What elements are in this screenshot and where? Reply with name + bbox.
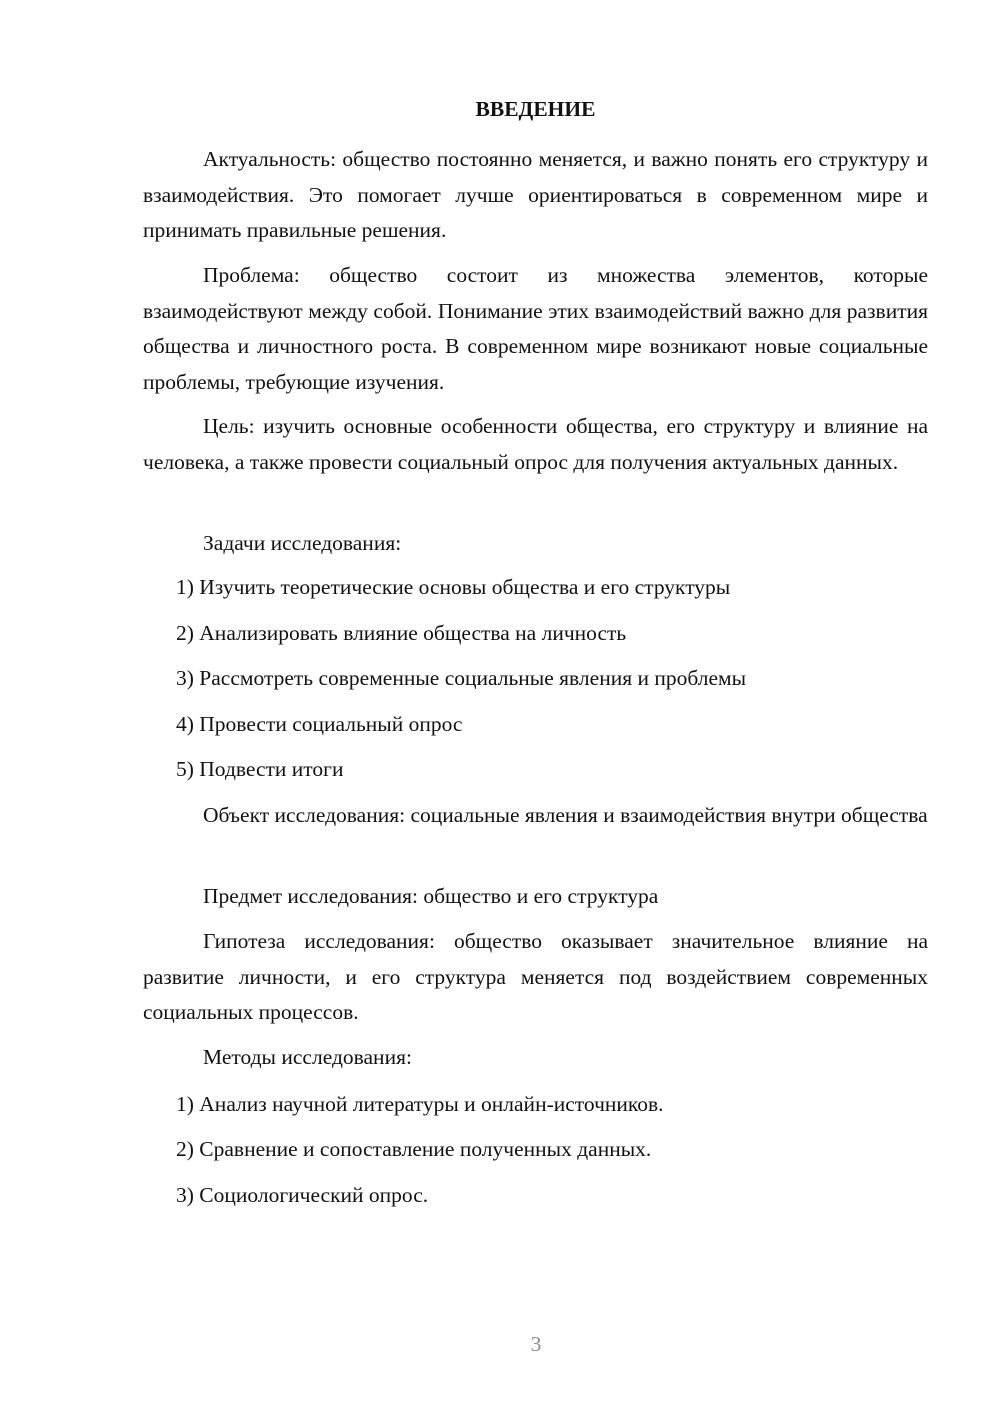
object-block [143, 798, 928, 834]
task-2-block [143, 616, 928, 652]
tasks-heading: Задачи исследования: [203, 531, 402, 555]
page-number: 3 [530, 1332, 542, 1356]
task-item: 3) Рассмотреть современные социальные явления и проблемы [176, 666, 747, 690]
goal-block [143, 409, 928, 480]
task-4-block [143, 707, 928, 743]
method-1-block [143, 1087, 928, 1123]
relevance-paragraph: Актуальность: общество постоянно меняется, и важно понять его структуру и взаимодействия. Это помогает лучше ориентироваться в современном мире и принимать правильные решения. [143, 147, 928, 242]
section-title: ВВЕДЕНИЕ [475, 97, 596, 121]
task-5-block [143, 752, 928, 788]
method-item: 3) Социологический опрос. [176, 1183, 429, 1207]
task-3-block [143, 661, 928, 697]
task-1-block [143, 570, 928, 606]
hypothesis-block [143, 924, 928, 1031]
task-item: 5) Подвести итоги [176, 757, 344, 781]
method-2-block [143, 1132, 928, 1168]
subject-block [143, 879, 928, 915]
problem-block [143, 258, 928, 400]
task-item: 1) Изучить теоретические основы общества и его структуры [176, 575, 731, 599]
subject-paragraph: Предмет исследования: общество и его структура [203, 884, 659, 908]
goal-paragraph: Цель: изучить основные особенности общества, его структуру и влияние на человека, а также провести социальный опрос для получения актуальных данных. [143, 414, 928, 474]
object-paragraph: Объект исследования: социальные явления и взаимодействия внутри общества [203, 803, 928, 827]
method-3-block [143, 1178, 928, 1214]
task-item: 2) Анализировать влияние общества на личность [176, 621, 627, 645]
hypothesis-paragraph: Гипотеза исследования: общество оказывает значительное влияние на развитие личности, и его структура меняется под воздействием современных социальных процессов. [143, 929, 928, 1024]
problem-paragraph: Проблема: общество состоит из множества элементов, которые взаимодействуют между собой. Понимание этих взаимодействий важно для развития общества и личностного роста. В современном мире возникают новые социальные проблемы, требующие изучения. [143, 263, 928, 394]
methods-heading-block [143, 1040, 928, 1076]
relevance-block [143, 142, 928, 249]
method-item: 1) Анализ научной литературы и онлайн-источников. [176, 1092, 664, 1116]
methods-heading: Методы исследования: [203, 1045, 412, 1069]
method-item: 2) Сравнение и сопоставление полученных данных. [176, 1137, 652, 1161]
tasks-heading-block [143, 526, 928, 562]
task-item: 4) Провести социальный опрос [176, 712, 463, 736]
